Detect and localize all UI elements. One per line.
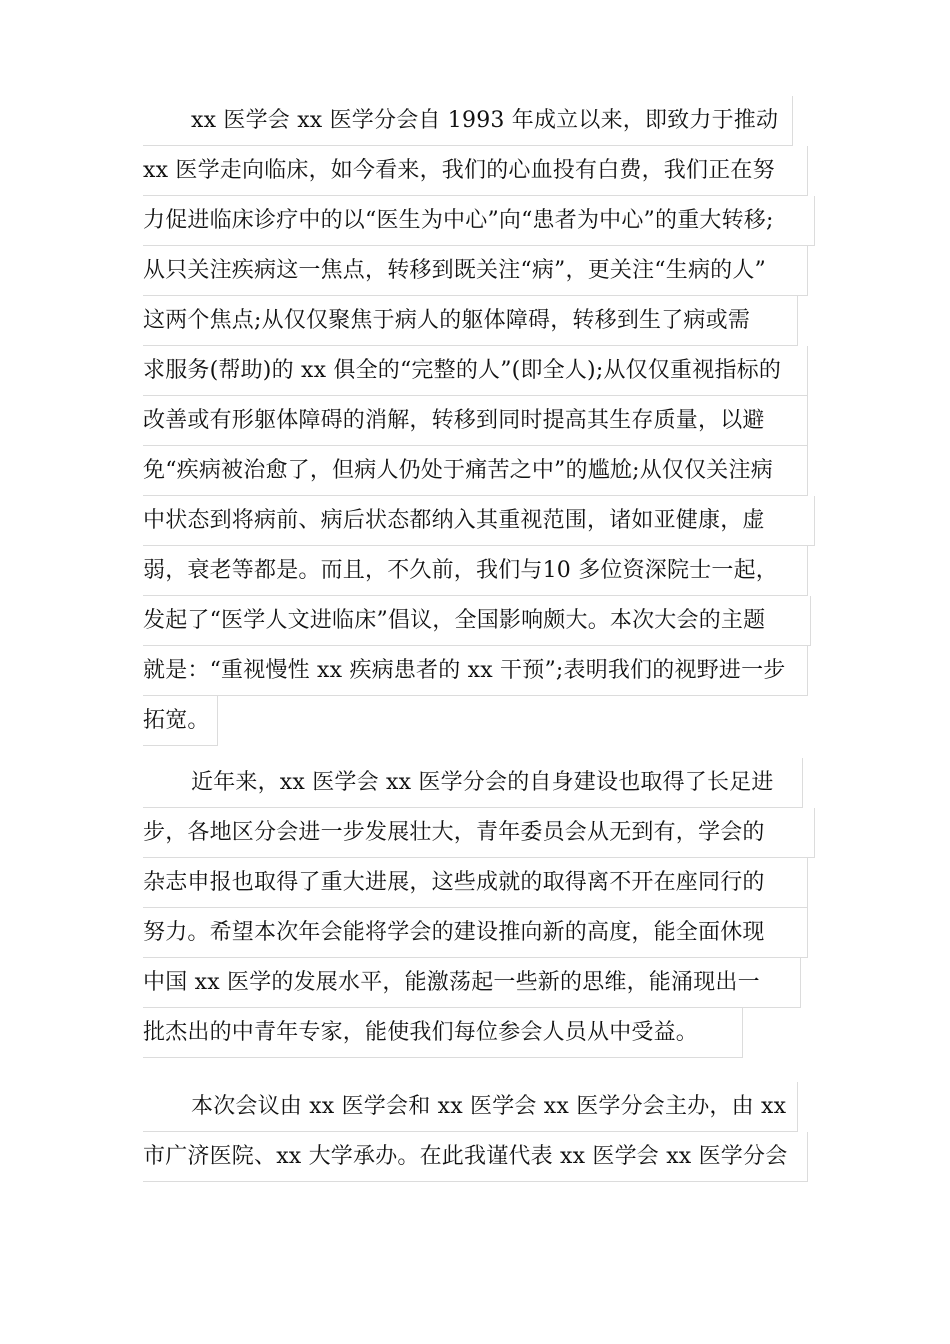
text-line: 免“疾病被治愈了，但病人仍处于痛苦之中”的尴尬;从仅仅关注病 xyxy=(143,446,808,496)
text-line: 求服务(帮助)的 xx 俱全的“完整的人”(即全人);从仅仅重视指标的 xyxy=(143,346,808,396)
text-line: 杂志申报也取得了重大进展，这些成就的取得离不开在座同行的 xyxy=(143,858,808,908)
text-line: 中状态到将病前、病后状态都纳入其重视范围，诸如亚健康，虚 xyxy=(143,496,815,546)
text-line: 力促进临床诊疗中的以“医生为中心”向“患者为中心”的重大转移; xyxy=(143,196,815,246)
text-line: 从只关注疾病这一焦点，转移到既关注“病”，更关注“生病的人” xyxy=(143,246,808,296)
text-line: 就是：“重视慢性 xx 疾病患者的 xx 干预”;表明我们的视野进一步 xyxy=(143,646,808,696)
text-line: 拓宽。 xyxy=(143,696,218,746)
text-line: 努力。希望本次年会能将学会的建设推向新的高度，能全面休现 xyxy=(143,908,808,958)
text-line: 中国 xx 医学的发展水平，能激荡起一些新的思维，能涌现出一 xyxy=(143,958,801,1008)
text-line: 近年来，xx 医学会 xx 医学分会的自身建设也取得了长足进 xyxy=(143,758,803,808)
text-line: xx 医学会 xx 医学分会自 1993 年成立以来，即致力于推动 xyxy=(143,96,793,146)
text-line: xx 医学走向临床，如今看来，我们的心血投有白费，我们正在努 xyxy=(143,146,808,196)
text-line: 弱，衰老等都是。而且，不久前，我们与10 多位资深院士一起， xyxy=(143,546,808,596)
paragraph-1 xyxy=(143,96,823,746)
paragraph-2 xyxy=(143,758,823,1058)
text-line: 批杰出的中青年专家，能使我们每位参会人员从中受益。 xyxy=(143,1008,743,1058)
text-line: 步，各地区分会进一步发展壮大，青年委员会从无到有，学会的 xyxy=(143,808,815,858)
text-line: 市广济医院、xx 大学承办。在此我谨代表 xx 医学会 xx 医学分会 xyxy=(143,1132,808,1182)
paragraph-3 xyxy=(143,1082,823,1182)
text-line: 改善或有形躯体障碍的消解，转移到同时提高其生存质量，以避 xyxy=(143,396,808,446)
text-line: 发起了“医学人文进临床”倡议，全国影响颇大。本次大会的主题 xyxy=(143,596,811,646)
text-line: 这两个焦点;从仅仅聚焦于病人的躯体障碍，转移到生了病或需 xyxy=(143,296,798,346)
text-line: 本次会议由 xx 医学会和 xx 医学会 xx 医学分会主办，由 xx xyxy=(143,1082,798,1132)
